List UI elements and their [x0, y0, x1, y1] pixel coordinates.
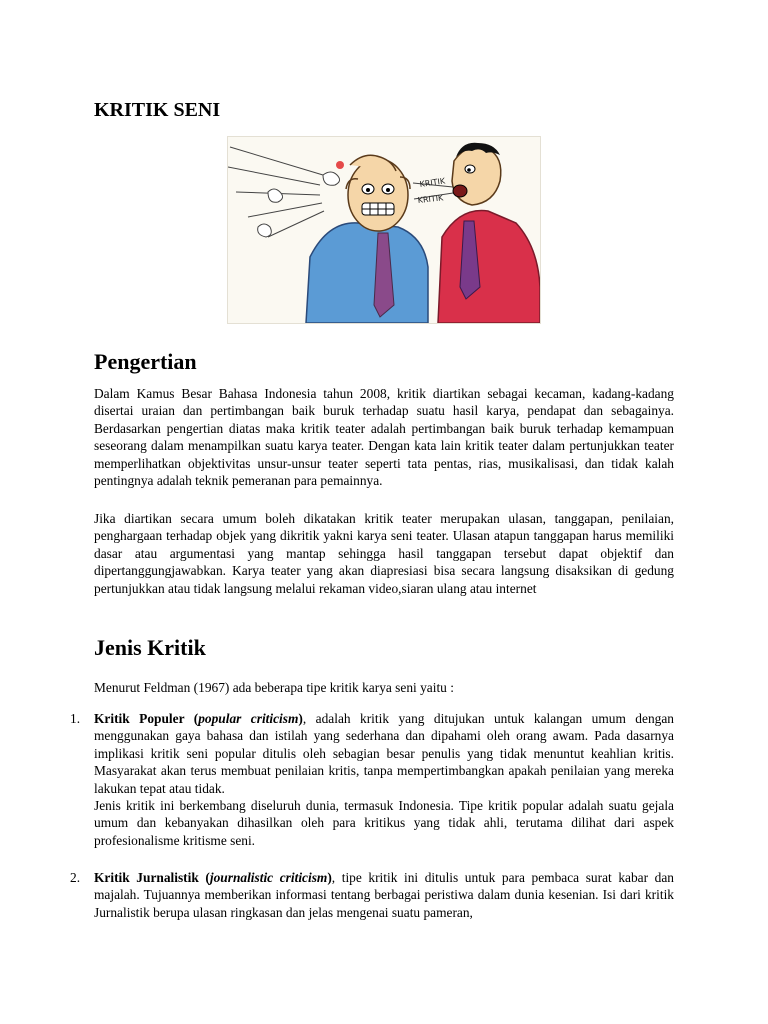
- term-en: journalistic criticism: [209, 870, 328, 885]
- cartoon-word-1: KRITIK: [419, 176, 446, 189]
- list-item-term: [94, 711, 303, 726]
- list-item-paragraph-2: Jenis kritik ini berkembang diseluruh dunia, termasuk Indonesia. Tipe kritik popular adalah suatu gejala umum dan kebanyakan dihasilkan oleh para kritikus yang tidak ahli, terutama dilihat dari aspek profesionalisme kritisme seni.: [94, 798, 674, 848]
- term-paren-close: ): [327, 870, 332, 885]
- list-item-text: , tipe kritik ini ditulis untuk para pembaca surat kabar dan majalah. Tujuannya memberikan informasi tentang berbagai peristiwa dalam dunia kesenian. Isi dari kritik Jurnalistik berupa ulasan ringkasan dan jelas mengenai suatu pameran,: [94, 870, 674, 920]
- term-paren-close: ): [298, 711, 303, 726]
- section-heading-pengertian: Pengertian: [94, 349, 197, 374]
- cartoon-word-2: KRITIK: [417, 193, 444, 205]
- term-paren-open: (: [184, 711, 199, 726]
- list-item-paragraph: [94, 869, 674, 921]
- list-item-term: [94, 870, 332, 885]
- list-item-number: 1.: [70, 711, 81, 726]
- pengertian-paragraph-1: Dalam Kamus Besar Bahasa Indonesia tahun 2008, kritik diartikan sebagai kecaman, kadang-kadang disertai uraian dan pertimbangan baik buruk terhadap suatu hasil karya, pendapat dan sebagainya. Berdasarkan pengertian diatas maka kritik teater adalah pertimbangan baik buruk terhadap kemampuan seseorang dalam menampilkan suatu karya teater. Dengan kata lain kritik teater dalam pertunjukkan teater memperlihatkan objektivitas unsur-unsur teater seperti tata pentas, rias, musikalisasi, dan tidak kalah pentingnya adalah teknik pemeranan para pemainnya.: [94, 386, 674, 489]
- critique-cartoon-illustration: [228, 137, 540, 323]
- document-title: KRITIK SENI: [94, 99, 221, 121]
- term-paren-open: (: [198, 870, 210, 885]
- term-id: Kritik Populer: [94, 711, 185, 726]
- list-item-text: , adalah kritik yang ditujukan untuk kalangan umum dengan menggunakan gaya bahasa dan istilah yang sederhana dan dipahami oleh orang awam. Pada dasarnya implikasi kritik seni popular ditulis oleh sebagian besar penulis yang tidak menuntut keahlian kritis. Masyarakat akan terus membuat penilaian kritis, tanpa mempertimbangkan apakah penilaian yang mereka lakukan tepat atau tidak.: [94, 711, 674, 796]
- term-en: popular criticism: [198, 711, 299, 726]
- section-heading-jenis-kritik: Jenis Kritik: [94, 635, 206, 660]
- list-item-number: 2.: [70, 870, 81, 885]
- jenis-kritik-intro: Menurut Feldman (1967) ada beberapa tipe kritik karya seni yaitu :: [94, 680, 454, 695]
- list-item-body: [94, 710, 674, 849]
- cartoon-drawing: [228, 137, 540, 323]
- pengertian-paragraph-2: Jika diartikan secara umum boleh dikatakan kritik teater merupakan ulasan, tanggapan, penilaian, penghargaan terhadap objek yang dikritik yakni karya seni teater. Ulasan atapun tanggapan harus memiliki dasar atau argumentasi yang mantap sehingga hasil tanggapan tersebut dapat objektif dan dipertanggungjawabkan. Karya teater yang akan diapresiasi bisa secara langsung disaksikan di gedung pertunjukkan atau tidak langsung melalui rekaman video,siaran ulang atau internet: [94, 511, 674, 596]
- list-item-body: [94, 869, 674, 921]
- list-item-paragraph: [94, 710, 674, 797]
- term-id: Kritik Jurnalistik: [94, 870, 199, 885]
